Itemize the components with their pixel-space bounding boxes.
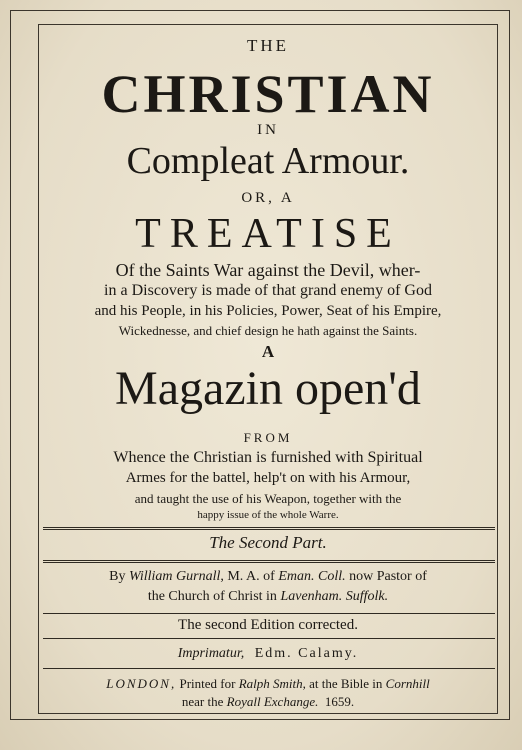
description-line-2: in a Discovery is made of that grand enemy of God [104,282,432,299]
author-line-2 [39,590,497,604]
author-church: the Church of Christ in [147,589,277,604]
imprint-printer: Ralph Smith, [238,676,306,691]
title-the: THE [246,36,290,55]
title-magazin: Magazin open'd [115,362,421,415]
title-from: FROM [243,430,293,445]
imprint-place: Cornhill [385,676,430,691]
title-christian: CHRISTIAN [101,64,435,124]
edition-note: The second Edition corrected. [178,617,358,633]
imprint-exchange: Royall Exchange. [226,694,319,709]
author-degree: , M. A. of [220,569,275,584]
imprint-near: near the [181,694,224,709]
inner-border [38,24,498,714]
title-or-a: OR, A [241,190,295,206]
description-line-1: Of the Saints War against the Devil, wher- [115,260,421,280]
imprint-line-1 [39,677,497,690]
imprint-line-2 [39,695,497,708]
title-in: IN [257,122,279,138]
title-a: A [261,342,275,361]
title-compleat-armour: Compleat Armour. [126,140,410,182]
divider-rule [43,668,495,669]
divider-rule [43,527,495,530]
imprint-year: 1659. [324,694,355,709]
description-line-3: and his People, in his Policies, Power, Seat of his Empire, [94,303,442,319]
author-county: Suffolk. [345,589,389,604]
author-name: William Gurnall [128,569,221,584]
imprint-at: at the Bible in [309,676,383,691]
author-line-1 [39,570,497,584]
second-part: The Second Part. [209,533,327,552]
description-line-4: Wickednesse, and chief design he hath against the Saints. [118,323,418,338]
imprimatur-name: Edm. Calamy. [254,646,359,661]
author-by: By [109,569,126,584]
author-rest: now Pastor of [349,569,427,584]
whence-line-1: Whence the Christian is furnished with Spiritual [113,449,423,466]
imprimatur [39,647,497,661]
author-place: Lavenham. [280,589,343,604]
author-college: Eman. Coll. [278,569,346,584]
divider-rule [43,560,495,563]
imprimatur-label: Imprimatur, [177,646,245,661]
imprint-city: LONDON, [106,676,177,691]
whence-line-4: happy issue of the whole Warre. [197,509,339,521]
imprint-printed: Printed for [179,676,236,691]
divider-rule [43,613,495,614]
title-treatise: TREATISE [135,211,401,257]
whence-line-2: Armes for the battel, help't on with his Armour, [125,470,411,486]
whence-line-3: and taught the use of his Weapon, together with the [134,491,402,506]
divider-rule [43,638,495,639]
